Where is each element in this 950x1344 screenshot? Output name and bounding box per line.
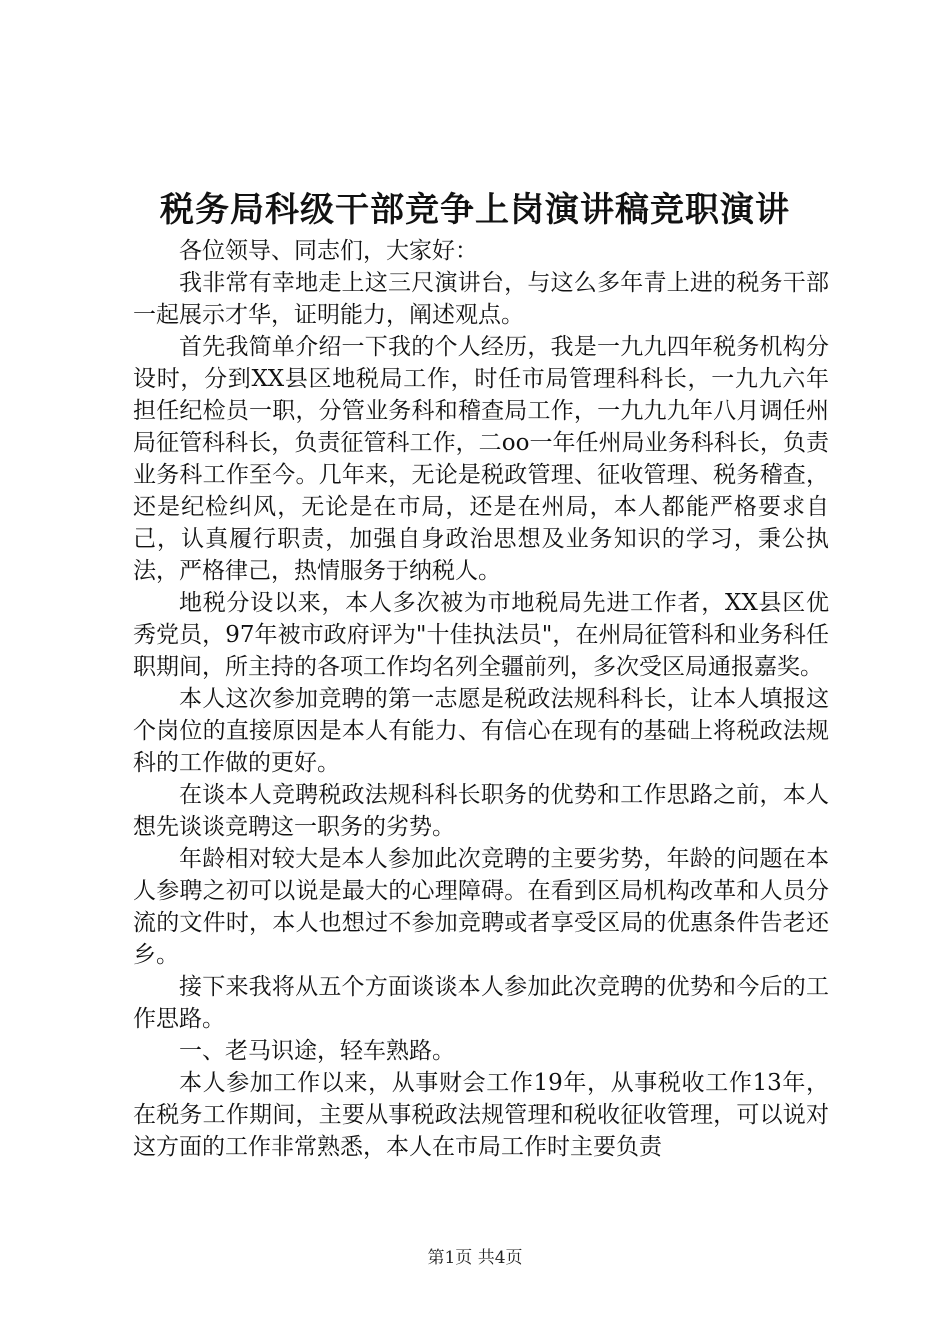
section-heading: 一、老马识途，轻车熟路。 [179, 1038, 455, 1064]
paragraph: 首先我简单介绍一下我的个人经历，我是一九九四年税务机构分设时，分到XX县区地税局工作，时任市局管理科科长，一九九六年担任纪检员一职，分管业务科和稽查局工作，一九九九年八月调任州局征管科科长，负责征管科工作，二oo一年任州局业务科科长，负责业务科工作至今。几年来，无论是税政管理、征收管理、税务稽查，还是纪检纠风，无论是在市局，还是在州局，本人都能严格要求自己，认真履行职责，加强自身政治思想及业务知识的学习，秉公执法，严格律己，热情服务于纳税人。 [133, 334, 829, 584]
paragraph-greeting: 各位领导、同志们，大家好： [179, 238, 478, 264]
paragraph: 年龄相对较大是本人参加此次竞聘的主要劣势，年龄的问题在本人参聘之初可以说是最大的心理障碍。在看到区局机构改革和人员分流的文件时，本人也想过不参加竞聘或者享受区局的优惠条件告老还乡。 [133, 846, 829, 968]
paragraph: 地税分设以来，本人多次被为市地税局先进工作者，XX县区优秀党员，97年被市政府评为"十佳执法员"，在州局征管科和业务科任职期间，所主持的各项工作均名列全疆前列，多次受区局通报嘉奖。 [133, 590, 829, 680]
paragraph: 在谈本人竞聘税政法规科科长职务的优势和工作思路之前，本人想先谈谈竞聘这一职务的劣势。 [133, 782, 829, 840]
paragraph: 本人这次参加竞聘的第一志愿是税政法规科科长，让本人填报这个岗位的直接原因是本人有能力、有信心在现有的基础上将税政法规科的工作做的更好。 [133, 686, 829, 776]
paragraph: 本人参加工作以来，从事财会工作19年，从事税收工作13年，在税务工作期间，主要从事税政法规管理和税收征收管理，可以说对这方面的工作非常熟悉，本人在市局工作时主要负责 [133, 1070, 829, 1160]
page-number: 第1页 共4页 [427, 1248, 523, 1268]
document-body [133, 235, 829, 1163]
paragraph: 接下来我将从五个方面谈谈本人参加此次竞聘的优势和今后的工作思路。 [133, 974, 829, 1032]
document-title: 税务局科级干部竞争上岗演讲稿竞职演讲 [160, 190, 790, 230]
paragraph: 我非常有幸地走上这三尺演讲台，与这么多年青上进的税务干部一起展示才华，证明能力，阐述观点。 [133, 270, 829, 328]
